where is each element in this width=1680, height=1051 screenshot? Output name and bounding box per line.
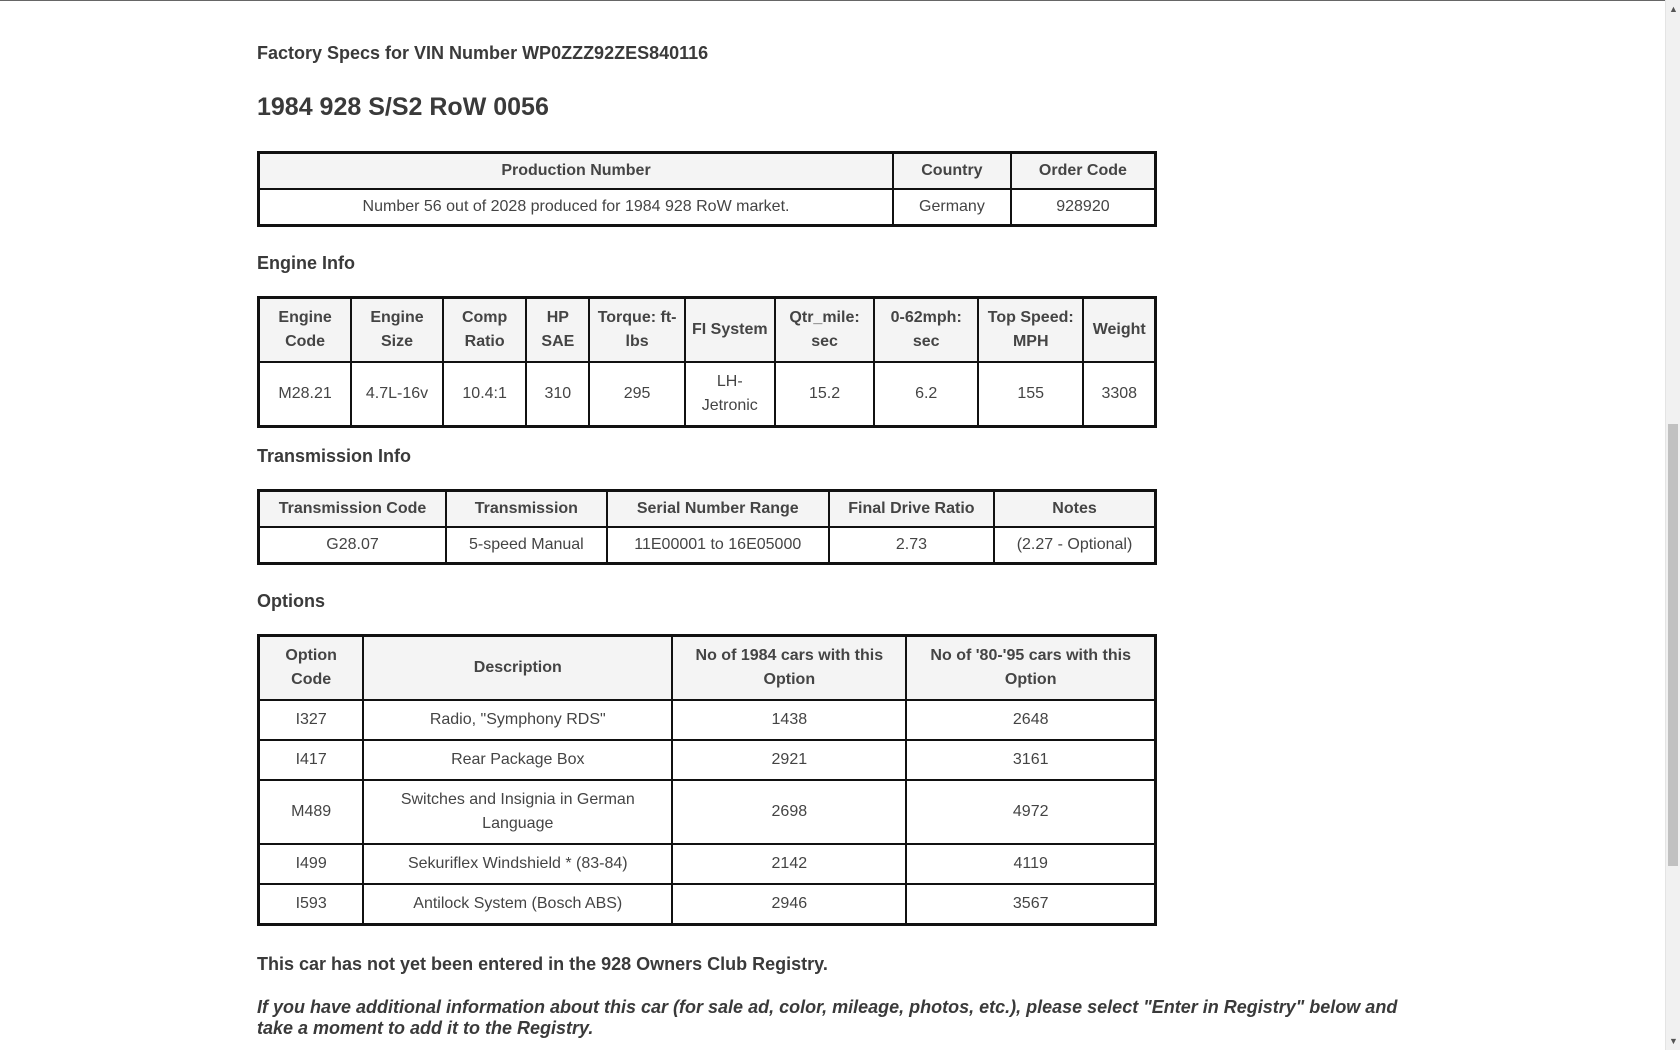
option-code-cell: I417 <box>259 740 364 780</box>
header-qtr-mile: Qtr_mile: sec <box>775 298 875 363</box>
option-80-95-count-cell: 2648 <box>906 700 1155 740</box>
header-serial-number-range: Serial Number Range <box>607 491 829 528</box>
option-code-cell: I499 <box>259 844 364 884</box>
table-row <box>259 884 1156 925</box>
header-notes: Notes <box>994 491 1155 528</box>
final-drive-ratio-cell: 2.73 <box>829 527 994 564</box>
table-row <box>259 740 1156 780</box>
weight-cell: 3308 <box>1083 362 1155 427</box>
comp-ratio-cell: 10.4:1 <box>443 362 527 427</box>
header-engine-size: Engine Size <box>351 298 443 363</box>
scrollbar-thumb[interactable] <box>1668 424 1678 866</box>
option-description-cell: Antilock System (Bosch ABS) <box>363 884 672 925</box>
0-62mph-cell: 6.2 <box>874 362 978 427</box>
table-header-row <box>259 153 1156 190</box>
car-title: 1984 928 S/S2 RoW 0056 <box>257 93 549 121</box>
option-1984-count-cell: 2921 <box>672 740 906 780</box>
option-code-cell: I593 <box>259 884 364 925</box>
table-header-row <box>259 636 1156 701</box>
options-table <box>257 634 1157 926</box>
table-row <box>259 527 1156 564</box>
table-row <box>259 189 1156 226</box>
option-description-cell: Rear Package Box <box>363 740 672 780</box>
header-1984-count: No of 1984 cars with this Option <box>672 636 906 701</box>
header-transmission: Transmission <box>446 491 607 528</box>
transmission-info-heading: Transmission Info <box>257 446 412 466</box>
header-fi-system: FI System <box>685 298 775 363</box>
header-top-speed: Top Speed: MPH <box>978 298 1083 363</box>
scroll-up-arrow-icon[interactable]: ▲ <box>1669 4 1678 14</box>
option-1984-count-cell: 1438 <box>672 700 906 740</box>
table-header-row <box>259 491 1156 528</box>
transmission-cell: 5-speed Manual <box>446 527 607 564</box>
engine-code-cell: M28.21 <box>259 362 352 427</box>
header-description: Description <box>363 636 672 701</box>
option-80-95-count-cell: 3567 <box>906 884 1155 925</box>
engine-table <box>257 296 1157 428</box>
option-code-cell: I327 <box>259 700 364 740</box>
production-number-cell: Number 56 out of 2028 produced for 1984 928 RoW market. <box>259 189 894 226</box>
registry-status-note: This car has not yet been entered in the 928 Owners Club Registry. <box>257 954 828 974</box>
table-row <box>259 780 1156 844</box>
production-table <box>257 151 1157 227</box>
option-description-cell: Sekuriflex Windshield * (83-84) <box>363 844 672 884</box>
option-1984-count-cell: 2698 <box>672 780 906 844</box>
header-80-95-count: No of '80-'95 cars with this Option <box>906 636 1155 701</box>
engine-size-cell: 4.7L-16v <box>351 362 443 427</box>
header-torque: Torque: ft-lbs <box>589 298 685 363</box>
vertical-scrollbar[interactable] <box>1665 0 1680 1050</box>
header-engine-code: Engine Code <box>259 298 352 363</box>
header-country: Country <box>893 153 1011 190</box>
option-80-95-count-cell: 3161 <box>906 740 1155 780</box>
top-speed-cell: 155 <box>978 362 1083 427</box>
table-row <box>259 844 1156 884</box>
serial-number-range-cell: 11E00001 to 16E05000 <box>607 527 829 564</box>
country-cell: Germany <box>893 189 1011 226</box>
option-description-cell: Switches and Insignia in German Language <box>363 780 672 844</box>
header-comp-ratio: Comp Ratio <box>443 298 527 363</box>
registry-info-text: If you have additional information about this car (for sale ad, color, mileage, photos, etc.), please select "Enter in Registry" below and take a moment to add it to the Registry. <box>257 997 1398 1038</box>
option-description-cell: Radio, "Symphony RDS" <box>363 700 672 740</box>
option-code-cell: M489 <box>259 780 364 844</box>
header-order-code: Order Code <box>1011 153 1156 190</box>
transmission-code-cell: G28.07 <box>259 527 447 564</box>
header-final-drive-ratio: Final Drive Ratio <box>829 491 994 528</box>
qtr-mile-cell: 15.2 <box>775 362 875 427</box>
table-row <box>259 700 1156 740</box>
table-row <box>259 362 1156 427</box>
options-heading: Options <box>257 591 325 611</box>
header-hp-sae: HP SAE <box>526 298 589 363</box>
table-header-row <box>259 298 1156 363</box>
option-1984-count-cell: 2142 <box>672 844 906 884</box>
vin-heading: Factory Specs for VIN Number WP0ZZZ92ZES840116 <box>257 43 709 63</box>
notes-cell: (2.27 - Optional) <box>994 527 1155 564</box>
fi-system-cell: LH-Jetronic <box>685 362 775 427</box>
scroll-down-arrow-icon[interactable]: ▼ <box>1669 1036 1678 1046</box>
hp-sae-cell: 310 <box>526 362 589 427</box>
option-80-95-count-cell: 4972 <box>906 780 1155 844</box>
header-option-code: Option Code <box>259 636 364 701</box>
torque-cell: 295 <box>589 362 685 427</box>
transmission-table <box>257 489 1157 565</box>
option-80-95-count-cell: 4119 <box>906 844 1155 884</box>
engine-info-heading: Engine Info <box>257 253 355 273</box>
header-weight: Weight <box>1083 298 1155 363</box>
header-production-number: Production Number <box>259 153 894 190</box>
header-transmission-code: Transmission Code <box>259 491 447 528</box>
option-1984-count-cell: 2946 <box>672 884 906 925</box>
order-code-cell: 928920 <box>1011 189 1156 226</box>
header-0-62mph: 0-62mph: sec <box>874 298 978 363</box>
